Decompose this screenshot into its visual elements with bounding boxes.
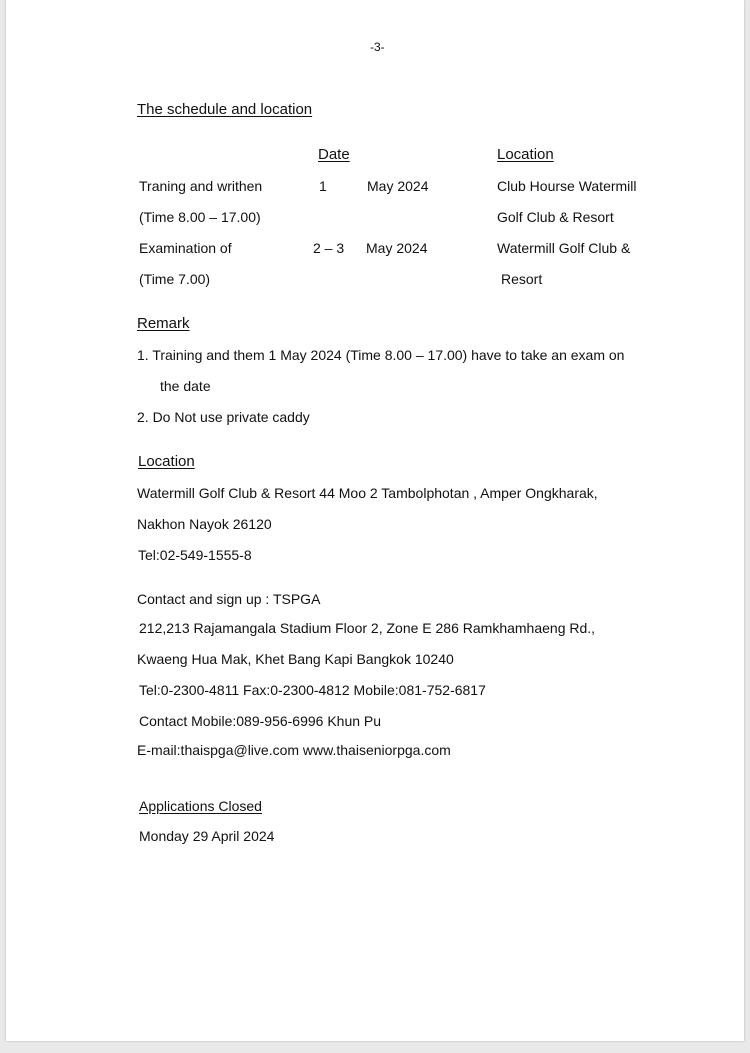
schedule-row-day: 2 – 3 [313,240,345,256]
location-tel: Tel:02-549-1555-8 [138,547,252,563]
schedule-row-month: May 2024 [367,178,429,194]
schedule-row-label: Traning and writhen [139,178,263,194]
applications-heading: Applications Closed [139,798,262,814]
remark-item-1-continued: the date [160,378,211,394]
page-number: -3- [370,40,385,54]
schedule-row-location: Club Hourse Watermill [497,178,637,194]
remark-heading: Remark [137,315,190,332]
schedule-row-location: Resort [501,271,543,287]
schedule-row-label: Examination of [139,240,232,256]
date-column-header: Date [318,146,350,163]
applications-closing-date: Monday 29 April 2024 [139,828,275,844]
schedule-heading: The schedule and location [137,101,313,118]
document-page [6,0,744,1041]
remark-item-2: 2. Do Not use private caddy [137,409,310,425]
contact-phones: Tel:0-2300-4811 Fax:0-2300-4812 Mobile:081-752-6817 [139,682,486,698]
schedule-row-location: Watermill Golf Club & [497,240,631,256]
location-address-line-1: Watermill Golf Club & Resort 44 Moo 2 Tambolphotan , Amper Ongkharak, [137,485,598,501]
schedule-row-month: May 2024 [366,240,428,256]
schedule-row-day: 1 [319,178,327,194]
schedule-row-label: (Time 7.00) [139,271,211,287]
contact-address-line-1: 212,213 Rajamangala Stadium Floor 2, Zone E 286 Ramkhamhaeng Rd., [139,620,596,636]
contact-email-web: E-mail:thaispga@live.com www.thaiseniorpga.com [137,742,451,758]
remark-item-1: 1. Training and them 1 May 2024 (Time 8.00 – 17.00) have to take an exam on [137,347,625,363]
schedule-row-label: (Time 8.00 – 17.00) [139,209,261,225]
contact-heading: Contact and sign up : TSPGA [137,591,321,607]
contact-address-line-2: Kwaeng Hua Mak, Khet Bang Kapi Bangkok 10240 [137,651,454,667]
schedule-row-location: Golf Club & Resort [497,209,614,225]
location-heading: Location [138,453,195,470]
location-address-line-2: Nakhon Nayok 26120 [137,516,272,532]
contact-mobile: Contact Mobile:089-956-6996 Khun Pu [139,713,382,729]
location-column-header: Location [497,146,554,163]
